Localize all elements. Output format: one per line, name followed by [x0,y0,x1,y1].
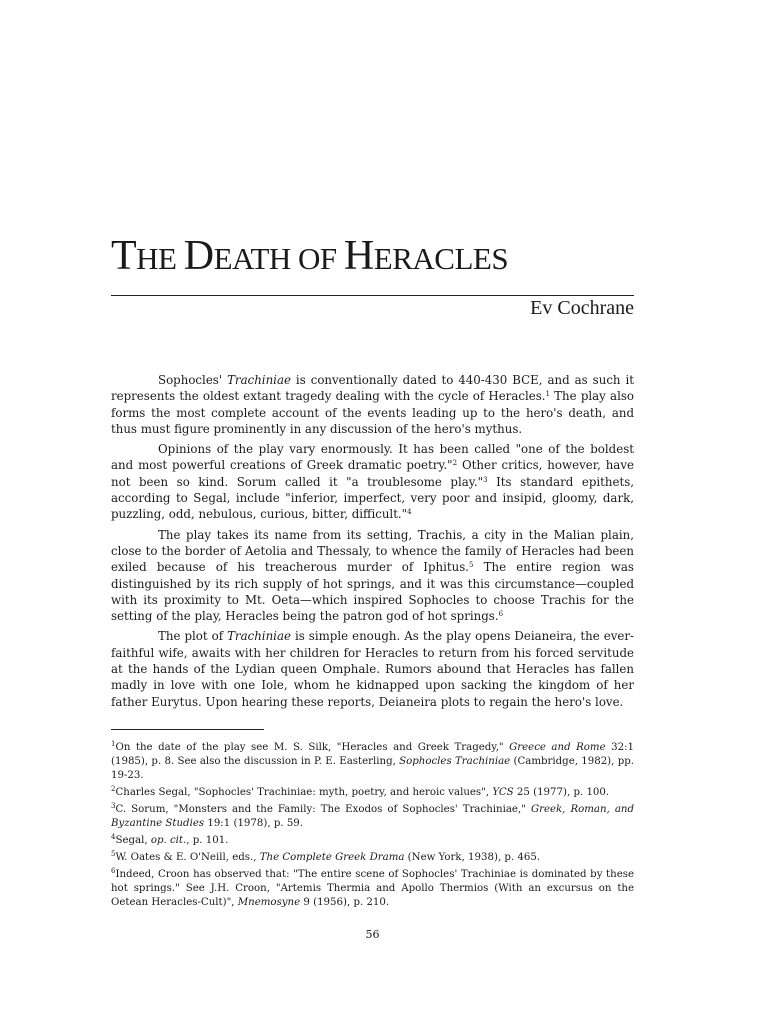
footnote [111,786,634,800]
italic-text: The Complete Greek Drama [259,852,405,863]
text-run: Segal, [115,835,151,846]
footnote-ref: 2 [111,785,116,793]
text-run: On the date of the play see M. S. Silk, "Heracles and Greek Tragedy," [115,742,510,753]
italic-text: YCS [492,787,514,798]
body-paragraph [111,372,634,437]
text-run: Charles Segal, "Sophocles' Trachiniae: myth, poetry, and heroic values", [115,787,493,798]
title-initial-h: H [343,233,374,279]
text-run: Sophocles' [158,373,228,387]
footnote [111,868,634,910]
footnote-ref: 6 [498,610,504,619]
italic-text: Trachiniae [227,373,291,387]
footnote-ref: 3 [111,802,116,810]
title-smallcaps-1: HE [136,241,184,276]
text-run: The play also forms the most complete account of the events leading up to the hero's death, and thus must figure prominently in any discussion of the hero's mythus. [111,389,634,436]
italic-text: Greece and Rome [509,742,606,753]
text-run: , p. 101. [186,835,229,846]
footnote-ref: 6 [111,867,116,875]
footnotes [111,741,634,910]
italic-text: Greek, Roman, and Byzantine Studies [111,804,634,829]
footnote-ref: 5 [111,850,116,858]
body-paragraph [111,527,634,625]
text-run: 9 (1956), p. 210. [300,897,390,908]
text-run: (Cambridge, 1982), pp. 19-23. [111,756,634,781]
text-run: is simple enough. As the play opens Deianeira, the ever-faithful wife, awaits with her children for Heracles to return from his forced servitude at the hands of the Lydian queen Omphale. Rumors abound that Heracles has fallen madly in love with one Iole, whom he kidnapped upon sacking the kingdom of her father Eurytus. Upon hearing these reports, Deianeira plots to regain the hero's love. [111,629,634,709]
title-rule [111,295,634,296]
footnote-ref: 1 [545,390,550,399]
title-initial-t: T [111,233,137,279]
text-run: Indeed, Croon has observed that: "The entire scene of Sophocles' Trachiniae is dominated by these hot springs." See J.H. Croon, "Artemis Thermia and Apollo Thermios (With an excursus on the Oetean Heracles-Cult)", [111,869,634,908]
footnote [111,803,634,831]
text-run: 32:1 (1985), p. 8. See also the discussion in P. E. Easterling, [111,742,634,767]
text-run: The play takes its name from its setting, Trachis, a city in the Malian plain, close to the border of Aetolia and Thessaly, to whence the family of Heracles had been exiled because of his treacherous murder of Iphitus. [111,527,634,575]
text-run: C. Sorum, "Monsters and the Family: The Exodos of Sophocles' Trachiniae," [115,804,531,815]
footnote-ref: 1 [111,740,116,748]
italic-text: Mnemosyne [237,897,301,908]
title-smallcaps-2: EATH OF [213,241,344,276]
text-run: W. Oates & E. O'Neill, eds., [115,852,260,863]
footnote-ref: 4 [407,508,412,517]
page-title [111,232,508,280]
title-initial-d: D [183,233,214,279]
body-paragraph [111,441,634,522]
text-run: is conventionally dated to 440-430 BCE, and as such it represents the oldest extant tragedy dealing with the cycle of Heracles. [111,373,634,404]
text-run: Opinions of the play vary enormously. It has been called "one of the boldest and most powerful creations of Greek dramatic poetry." [111,442,634,473]
footnote [111,834,634,848]
text-run: 19:1 (1978), p. 59. [204,818,304,829]
footnote [111,741,634,783]
title-smallcaps-3: ERACLES [373,241,509,276]
italic-text: Sophocles Trachiniae [399,756,511,767]
footnote-rule [111,729,264,730]
text-run: Its standard epithets, according to Segal, include "inferior, imperfect, very poor and insipid, gloomy, dark, puzzling, odd, nebulous, curious, bitter, difficult." [111,474,635,522]
body-paragraph [111,628,634,709]
page-number: 56 [365,928,380,941]
footnote-ref: 2 [452,459,458,468]
body-text [111,372,634,714]
italic-text: op. cit. [150,835,187,846]
text-run: Other critics, however, have not been so kind. Sorum called it "a troublesome play." [111,458,634,489]
text-run: The plot of [158,629,228,644]
text-run: (New York, 1938), p. 465. [404,852,541,863]
footnote [111,851,634,865]
text-run: 25 (1977), p. 100. [513,787,610,798]
italic-text: Trachiniae [227,629,291,644]
author-name: Ev Cochrane [530,297,634,319]
footnote-ref: 4 [111,833,116,841]
footnote-ref: 3 [483,475,488,484]
footnote-ref: 5 [469,561,474,570]
text-run: The entire region was distinguished by its rich supply of hot springs, and it was this circumstance—coupled with its proximity to Mt. Oeta—which inspired Sophocles to choose Trachis for the setting of the play, Heracles being the patron god of hot springs. [111,560,634,624]
